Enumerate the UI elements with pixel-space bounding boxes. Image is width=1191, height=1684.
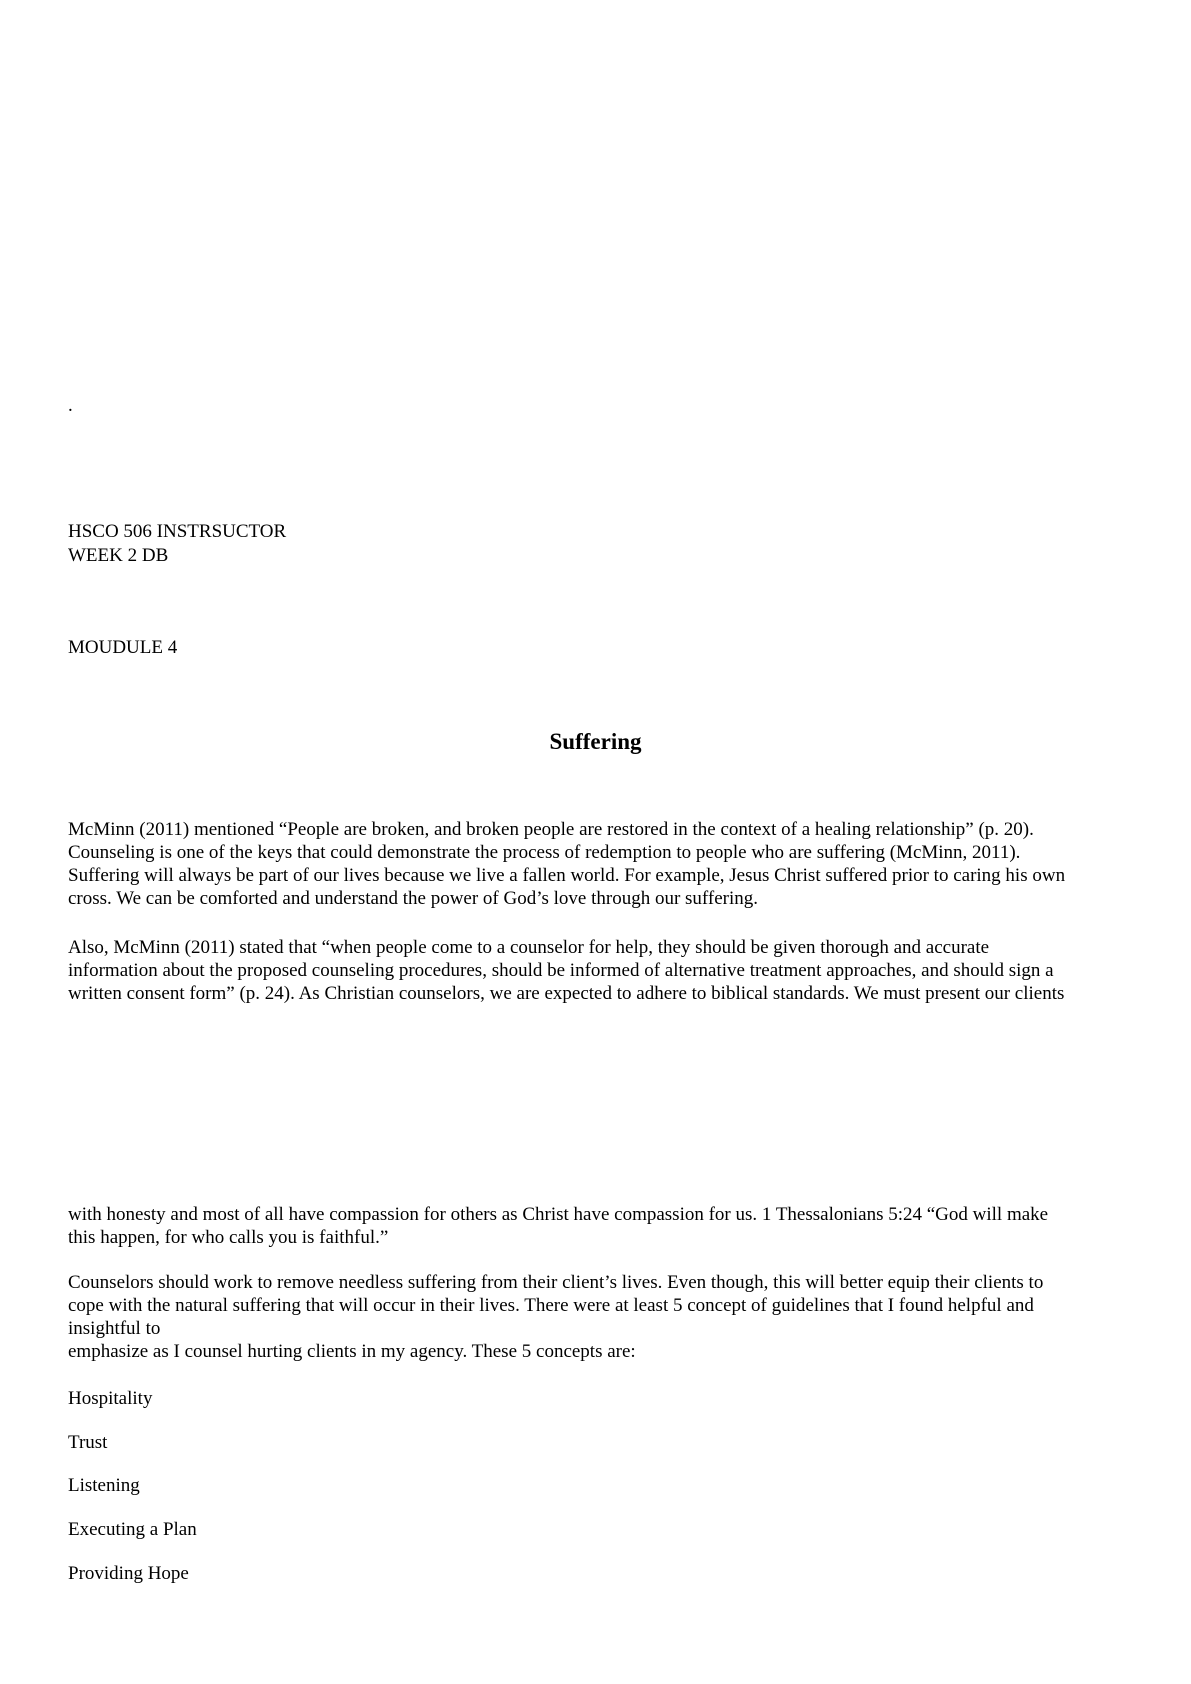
concept-item: Hospitality [68,1388,153,1409]
paragraph-1 [68,818,1138,910]
concept-item: Executing a Plan [68,1519,197,1540]
paragraph-line: Suffering will always be part of our lives because we live a fallen world. For example, Jesus Christ suffered prior to caring his own [68,865,1066,886]
paragraph-4 [68,1271,1138,1363]
paragraph-line: cross. We can be comforted and understand the power of God’s love through our suffering. [68,888,759,909]
concept-item: Trust [68,1432,108,1453]
paragraph-line: this happen, for who calls you is faithful.” [68,1227,389,1248]
paragraph-2 [68,936,1138,1005]
paragraph-3 [68,1203,1138,1249]
document-title: Suffering [549,729,642,754]
stray-dot: . [68,395,73,416]
paragraph-line: information about the proposed counseling procedures, should be informed of alternative treatment approaches, and should sign a [68,960,1054,981]
paragraph-line: McMinn (2011) mentioned “People are broken, and broken people are restored in the context of a healing relationship” (p. 20). [68,819,1034,840]
week-line: WEEK 2 DB [68,545,169,566]
concept-item: Providing Hope [68,1563,189,1584]
paragraph-line: Counselors should work to remove needless suffering from their client’s lives. Even though, this will better equip their clients to [68,1272,1044,1293]
course-line: HSCO 506 INSTRSUCTOR [68,521,287,542]
paragraph-line: written consent form” (p. 24). As Christian counselors, we are expected to adhere to biblical standards. We must present our clients [68,983,1065,1004]
paragraph-line: Counseling is one of the keys that could demonstrate the process of redemption to people who are suffering (McMinn, 2011). [68,842,1021,863]
concept-item: Listening [68,1475,140,1496]
paragraph-line: cope with the natural suffering that will occur in their lives. There were at least 5 concept of guidelines that I found helpful and [68,1295,1034,1316]
paragraph-line: Also, McMinn (2011) stated that “when people come to a counselor for help, they should be given thorough and accurate [68,937,990,958]
module-line: MOUDULE 4 [68,637,178,658]
paragraph-line: with honesty and most of all have compassion for others as Christ have compassion for us. 1 Thessalonians 5:24 “God will make [68,1204,1049,1225]
paragraph-line: insightful to [68,1318,161,1339]
paragraph-line: emphasize as I counsel hurting clients in my agency. These 5 concepts are: [68,1341,636,1362]
